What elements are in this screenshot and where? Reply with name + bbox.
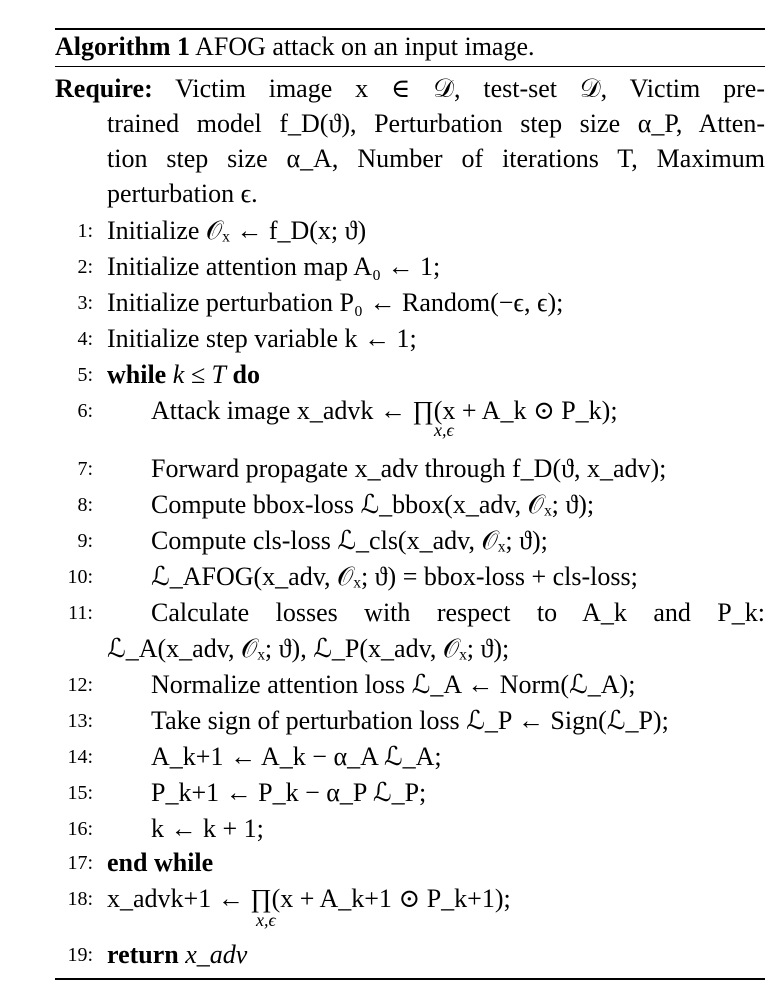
step-15: [0, 775, 771, 811]
step-13: [0, 703, 771, 739]
step-text: Normalize attention loss ℒ_A ← Norm(ℒ_A);: [151, 670, 636, 699]
step-text: ℒ_AFOG(x_adv, 𝒪ₓ; ϑ) = bbox-loss + cls-loss;: [151, 562, 638, 591]
step-17: [0, 845, 771, 881]
step-number: 13:: [67, 710, 93, 732]
step-number: 3:: [77, 292, 93, 314]
step-3: [0, 285, 771, 321]
step-number: 16:: [67, 818, 93, 840]
step-11: [0, 595, 771, 631]
caption-label: Algorithm 1: [55, 32, 191, 61]
step-text: Forward propagate x_adv through f_D(ϑ, x_adv);: [151, 454, 667, 483]
step-number: 6:: [77, 400, 93, 422]
step-19: [0, 937, 771, 973]
step-12: [0, 667, 771, 703]
product-subscript: x,ϵ: [434, 420, 454, 440]
step-text-continued: ℒ_A(x_adv, 𝒪ₓ; ϑ), ℒ_P(x_adv, 𝒪ₓ; ϑ);: [107, 634, 510, 663]
require-block: [55, 71, 765, 211]
step-text: Compute cls-loss ℒ_cls(x_adv, 𝒪ₓ; ϑ);: [151, 526, 548, 555]
step-text: x_advk+1 ← ∏(x + A_k+1 ⊙ P_k+1);: [107, 884, 511, 913]
require-line-1: Require: Victim image x ∈ 𝒟, test-set 𝒟, Victim pre-: [55, 74, 765, 103]
require-head: Require:: [55, 74, 153, 103]
step-18: [0, 881, 771, 935]
step-16: [0, 811, 771, 847]
keyword-return: return: [107, 940, 179, 969]
step-text: Compute bbox-loss ℒ_bbox(x_adv, 𝒪ₓ; ϑ);: [151, 490, 595, 519]
step-text: Take sign of perturbation loss ℒ_P ← Sign(ℒ_P);: [151, 706, 669, 735]
step-number: 19:: [67, 944, 93, 966]
step-number: 11:: [68, 602, 93, 624]
loop-condition: k ≤ T: [172, 360, 227, 389]
step-number: 7:: [77, 458, 93, 480]
step-text: P_k+1 ← P_k − α_P ℒ_P;: [151, 778, 427, 807]
step-number: 8:: [77, 494, 93, 516]
algorithm-caption: [55, 32, 535, 62]
step-text: Initialize step variable k ← 1;: [107, 324, 417, 353]
step-text: [107, 937, 247, 973]
step-9: [0, 523, 771, 559]
step-number: 1:: [77, 220, 93, 242]
step-text: Initialize attention map A₀ ← 1;: [107, 252, 441, 281]
step-number: 12:: [67, 674, 93, 696]
step-text: A_k+1 ← A_k − α_A ℒ_A;: [151, 742, 442, 771]
step-text: Attack image x_advk ← ∏(x + A_k ⊙ P_k);: [151, 396, 618, 425]
step-number: 5:: [77, 364, 93, 386]
step-text: Initialize perturbation P₀ ← Random(−ϵ, ϵ);: [107, 288, 564, 317]
require-line-2: trained model f_D(ϑ), Perturbation step size α_P, Atten-: [107, 109, 765, 138]
step-text: Calculate losses with respect to A_k and P_k:: [151, 598, 765, 627]
step-number: 15:: [67, 782, 93, 804]
require-line-3: tion step size α_A, Number of iterations T, Maximum: [107, 144, 765, 173]
step-number: 14:: [67, 746, 93, 768]
step-4: [0, 321, 771, 357]
step-8: [0, 487, 771, 523]
step-number: 2:: [77, 256, 93, 278]
step-6: [0, 393, 771, 447]
step-number: 10:: [67, 566, 93, 588]
step-10: [0, 559, 771, 595]
keyword-while: while: [107, 360, 167, 389]
require-line-4: perturbation ϵ.: [107, 179, 258, 208]
step-1: [0, 213, 771, 249]
product-subscript: x,ϵ: [256, 910, 276, 930]
step-text: Initialize 𝒪ₓ ← f_D(x; ϑ): [107, 216, 367, 245]
return-value: x_adv: [185, 940, 248, 969]
caption-rule: [55, 66, 765, 67]
step-5: [0, 357, 771, 393]
step-number: 17:: [67, 852, 93, 874]
step-2: [0, 249, 771, 285]
step-number: 4:: [77, 328, 93, 350]
caption-title: AFOG attack on an input image.: [195, 32, 535, 61]
bottom-rule: [55, 978, 765, 980]
step-text: k ← k + 1;: [151, 814, 264, 843]
step-text: [107, 357, 260, 393]
step-11-continued: [0, 631, 771, 667]
top-rule: [55, 28, 765, 30]
keyword-end-while: end while: [107, 848, 214, 877]
step-number: 18:: [67, 888, 93, 910]
step-14: [0, 739, 771, 775]
step-number: 9:: [77, 530, 93, 552]
keyword-do: do: [232, 360, 260, 389]
step-7: [0, 451, 771, 487]
